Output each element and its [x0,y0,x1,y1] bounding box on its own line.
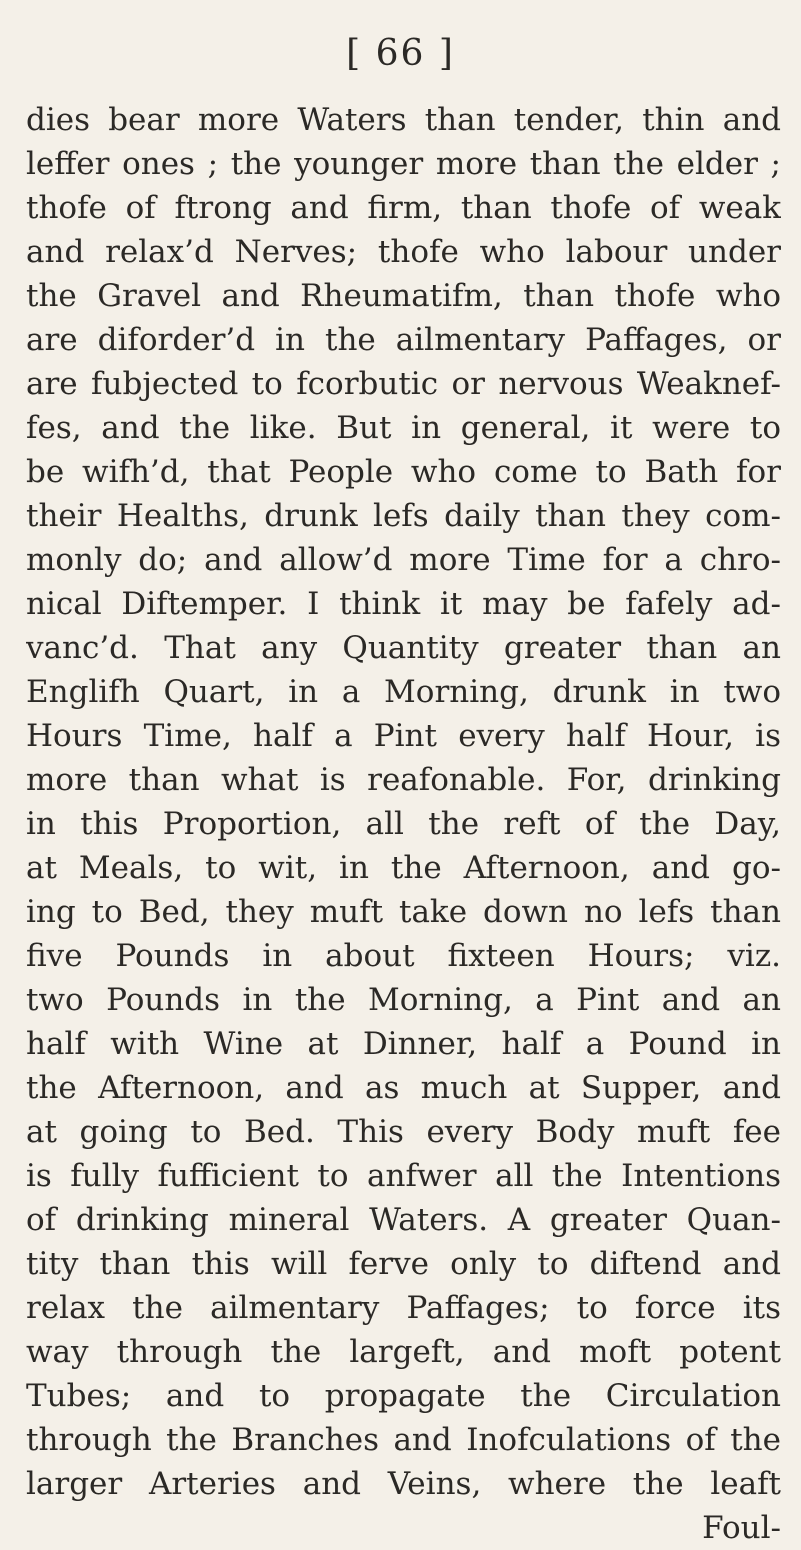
text-line: through the Branches and Inofculations of the [26,1422,781,1458]
text-line: half with Wine at Dinner, half a Pound in [26,1026,781,1062]
text-line: of drinking mineral Waters. A greater Quan- [26,1202,781,1238]
page-number: [ 66 ] [346,33,455,74]
text-line: are diforder’d in the ailmentary Paffages, or [26,322,781,358]
text-line: be wifh’d, that People who come to Bath for [26,454,781,490]
text-line: Tubes; and to propagate the Circulation [26,1378,781,1414]
text-line: more than what is reafonable. For, drinking [26,762,781,798]
text-line: monly do; and allow’d more Time for a chro- [26,542,781,578]
text-line: way through the largeft, and moft potent [26,1334,781,1370]
text-line: the Afternoon, and as much at Supper, and [26,1070,781,1106]
text-line: the Gravel and Rheumatifm, than thofe who [26,278,781,314]
text-line: at going to Bed. This every Body muft fee [26,1114,781,1150]
text-line: is fully fufficient to anfwer all the Intentions [26,1158,781,1194]
text-line: vanc’d. That any Quantity greater than an [26,630,781,666]
text-line: Englifh Quart, in a Morning, drunk in two [26,674,781,710]
text-line: leffer ones ; the younger more than the elder ; [26,146,781,182]
text-line: are fubjected to fcorbutic or nervous Weaknef- [26,366,781,402]
text-line: larger Arteries and Veins, where the leaft [26,1466,781,1502]
text-line: their Healths, drunk lefs daily than they com- [26,498,781,534]
text-line: Hours Time, half a Pint every half Hour, is [26,718,781,754]
text-line: dies bear more Waters than tender, thin and [26,102,781,138]
text-line: nical Diftemper. I think it may be fafely ad- [26,586,781,622]
text-line: in this Proportion, all the reft of the Day, [26,806,781,842]
text-line: relax the ailmentary Paffages; to force its [26,1290,781,1326]
text-line: at Meals, to wit, in the Afternoon, and go- [26,850,781,886]
text-line: fes, and the like. But in general, it were to [26,410,781,446]
text-line: five Pounds in about fixteen Hours; viz. [26,938,781,974]
text-line: tity than this will ferve only to diftend and [26,1246,781,1282]
text-line: thofe of ftrong and firm, than thofe of weak [26,190,781,226]
text-line: ing to Bed, they muft take down no lefs than [26,894,781,930]
text-line: and relax’d Nerves; thofe who labour under [26,234,781,270]
catchword: Foul- [702,1510,781,1546]
text-line: two Pounds in the Morning, a Pint and an [26,982,781,1018]
body-text [26,98,781,1550]
